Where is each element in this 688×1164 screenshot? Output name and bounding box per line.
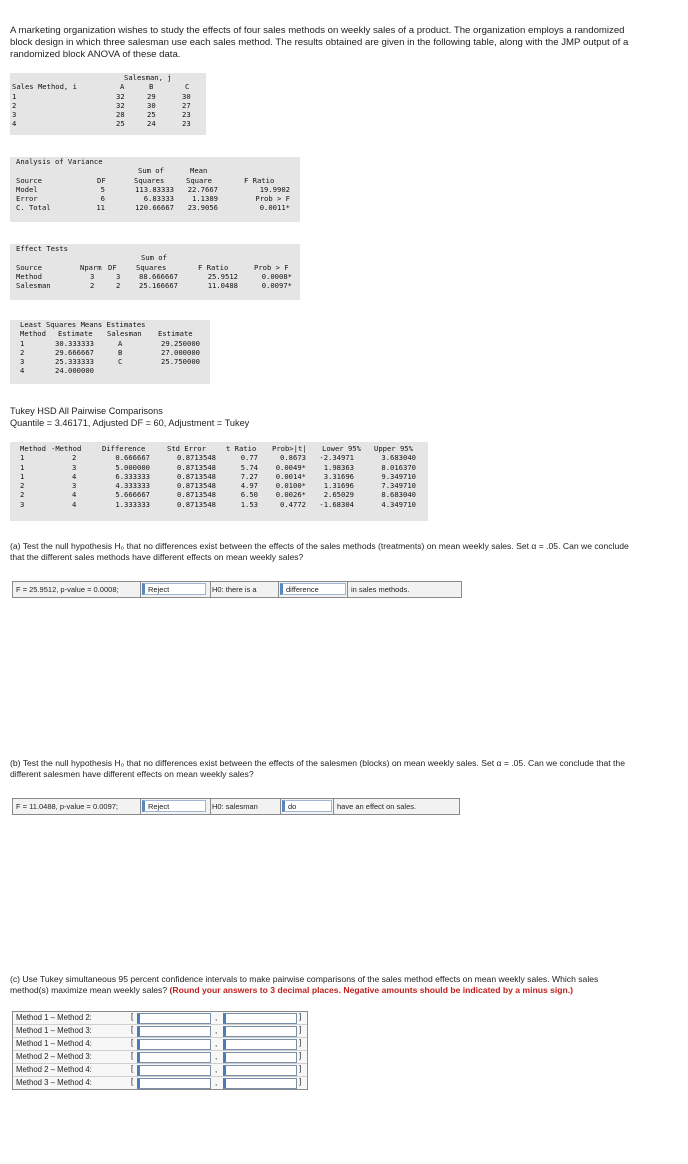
conclusion-b-dropdown[interactable]: do — [282, 800, 332, 812]
col-header: B — [149, 82, 154, 92]
table-row — [10, 272, 300, 281]
ci-row — [13, 1050, 307, 1063]
col-header: Method — [20, 444, 46, 453]
question-c — [10, 974, 630, 996]
cell: A — [118, 338, 123, 348]
comma-separator: , — [215, 1052, 218, 1061]
cell: 0.666667 — [115, 453, 150, 463]
ci-lower-input[interactable] — [137, 1013, 211, 1024]
cell: 32 — [116, 100, 125, 110]
ci-lower-input[interactable] — [137, 1052, 211, 1063]
ci-upper-input[interactable] — [223, 1052, 297, 1063]
answer-a-stat: F = 25.9512, p-value = 0.0008; — [13, 582, 141, 597]
open-bracket: [ — [131, 1064, 134, 1073]
cell: 1 — [20, 462, 25, 472]
col-header: Squares — [134, 175, 165, 185]
cell: 24.000000 — [55, 366, 94, 376]
cell: 1 — [20, 453, 25, 463]
cell: 3 — [72, 481, 77, 491]
cell: Model — [16, 184, 38, 194]
cell: 3.31696 — [323, 471, 354, 481]
cell: 8.016370 — [381, 462, 416, 472]
col-header: -Method — [51, 444, 82, 453]
problem-intro: A marketing organization wishes to study the effects of four sales methods on weekly sales of a product. The organization employs a randomized block design in which three salesman use each sales method. The results obtained are given in the following table, along with the JMP output of a randomized block ANOVA of these data. — [10, 25, 629, 60]
col-header: Std Error — [167, 444, 206, 453]
salesman-header: Salesman, j — [124, 73, 172, 82]
question-b: (b) Test the null hypothesis H₀ that no differences exist between the effects of the salesmen (blocks) on mean weekly sales. Set α = .05. Can we conclude that the different salesmen have different effects on mean weekly sales? — [10, 758, 625, 779]
col-header: Source — [16, 262, 42, 272]
table-row — [10, 500, 428, 509]
cell: 2 — [12, 100, 17, 110]
ci-lower-input[interactable] — [137, 1039, 211, 1050]
cell: 3.683040 — [381, 453, 416, 463]
cell: 0.8713548 — [177, 453, 216, 463]
answer-b-h0: H0: salesman — [209, 799, 281, 814]
table-row — [10, 110, 206, 119]
cell: 7.349710 — [381, 481, 416, 491]
col-header: F Ratio — [198, 262, 229, 272]
anova-table — [10, 157, 300, 222]
cell: 0.8713548 — [177, 499, 216, 509]
anova-title: Analysis of Variance — [16, 157, 103, 166]
conclusion-a-dropdown[interactable]: difference — [280, 583, 346, 595]
col-header: Upper 95% — [374, 444, 413, 453]
col-header: Prob>|t| — [272, 444, 307, 453]
ci-row-label: Method 1 – Method 3: — [16, 1026, 92, 1035]
table-row — [10, 472, 428, 481]
cell: 3 — [12, 110, 17, 120]
question-c-text: (c) Use Tukey simultaneous 95 percent confidence intervals to make pairwise comparisons of the sales method effects on mean weekly sales. Which sales method(s) maximize mean weekly sales? — [10, 974, 599, 995]
cell: Salesman — [16, 281, 51, 291]
cell: 5.000000 — [115, 462, 150, 472]
question-a: (a) Test the null hypothesis H₀ that no differences exist between the effects of the sales methods (treatments) on mean weekly sales. Set α = .05. Can we conclude that the different sales methods have different effects on mean weekly sales? — [10, 541, 629, 562]
cell: 0.8713548 — [177, 471, 216, 481]
cell: 23.9056 — [187, 203, 218, 213]
answer-a-h0: H0: there is a — [209, 582, 279, 597]
cell: 4.333333 — [115, 481, 150, 491]
ci-upper-input[interactable] — [223, 1026, 297, 1037]
cell: 1 — [20, 338, 25, 348]
cell: 29.250000 — [161, 338, 200, 348]
answer-b-stat: F = 11.0488, p-value = 0.0097; — [13, 799, 141, 814]
col-header: Difference — [102, 444, 146, 453]
table-row — [10, 348, 210, 357]
cell: 4 — [20, 366, 25, 376]
open-bracket: [ — [131, 1051, 134, 1060]
close-bracket: ] — [299, 1012, 302, 1021]
cell: 25 — [147, 110, 156, 120]
comma-separator: , — [215, 1026, 218, 1035]
table-row — [10, 281, 300, 290]
col-header: Prob > F — [254, 262, 289, 272]
table-row — [10, 92, 206, 101]
effect-tests-table — [10, 244, 300, 300]
tukey-table — [10, 442, 428, 521]
col-header: Source — [16, 175, 42, 185]
confidence-interval-table — [12, 1011, 308, 1090]
cell: 30 — [182, 91, 191, 101]
cell: 0.0026* — [275, 490, 306, 500]
cell: 2 — [116, 281, 121, 291]
ci-upper-input[interactable] — [223, 1078, 297, 1089]
cell: 0.0011* — [259, 203, 290, 213]
ci-lower-input[interactable] — [137, 1026, 211, 1037]
decision-a-dropdown[interactable]: Reject — [142, 583, 206, 595]
tukey-title: Tukey HSD All Pairwise Comparisons — [10, 406, 163, 416]
ci-row — [13, 1063, 307, 1076]
col-header: Squares — [136, 262, 167, 272]
answer-b-row — [12, 798, 460, 815]
ci-row-label: Method 3 – Method 4: — [16, 1078, 92, 1087]
cell: 25.750000 — [161, 357, 200, 367]
table-row — [10, 339, 210, 348]
answer-b-tail: have an effect on sales. — [333, 799, 457, 814]
comma-separator: , — [215, 1065, 218, 1074]
cell: 8.683040 — [381, 490, 416, 500]
ci-lower-input[interactable] — [137, 1065, 211, 1076]
close-bracket: ] — [299, 1064, 302, 1073]
ci-row — [13, 1037, 307, 1050]
table-row — [10, 366, 210, 375]
ci-row — [13, 1024, 307, 1037]
cell: 11 — [96, 203, 105, 213]
col-header: Estimate — [158, 329, 193, 339]
cell: 4 — [72, 499, 77, 509]
cell: 11.0488 — [207, 281, 238, 291]
cell: 29 — [147, 91, 156, 101]
ci-upper-input[interactable] — [223, 1039, 297, 1050]
cell: 25.333333 — [55, 357, 94, 367]
ci-row-label: Method 2 – Method 3: — [16, 1052, 92, 1061]
cell: 19.9902 — [259, 184, 290, 194]
cell: 2 — [20, 481, 25, 491]
cell: 30.333333 — [55, 338, 94, 348]
cell: 6 — [100, 194, 105, 204]
ci-row-label: Method 2 – Method 4: — [16, 1065, 92, 1074]
cell: 4 — [72, 471, 77, 481]
close-bracket: ] — [299, 1051, 302, 1060]
answer-a-tail: in sales methods. — [347, 582, 459, 597]
cell: 1 — [12, 91, 17, 101]
col-header: A — [120, 82, 125, 92]
close-bracket: ] — [299, 1077, 302, 1086]
comma-separator: , — [215, 1078, 218, 1087]
cell: 25.9512 — [207, 271, 238, 281]
cell: 0.0100* — [275, 481, 306, 491]
table-row — [10, 453, 428, 462]
col-header: DF — [108, 262, 117, 272]
close-bracket: ] — [299, 1038, 302, 1047]
open-bracket: [ — [131, 1025, 134, 1034]
col-header: Method — [20, 329, 46, 339]
col-header: Sum of — [138, 166, 164, 176]
open-bracket: [ — [131, 1012, 134, 1021]
cell: 1.333333 — [115, 499, 150, 509]
lsm-title: Least Squares Means Estimates — [20, 320, 146, 329]
cell: 1.53 — [240, 499, 258, 509]
comma-separator: , — [215, 1013, 218, 1022]
cell: Prob > F — [255, 194, 290, 204]
cell: Error — [16, 194, 38, 204]
cell: 0.0049* — [275, 462, 306, 472]
cell: 0.0097* — [261, 281, 292, 291]
cell: 113.83333 — [135, 184, 174, 194]
cell: 23 — [182, 119, 191, 129]
cell: 24 — [147, 119, 156, 129]
open-bracket: [ — [131, 1077, 134, 1086]
cell: 5.666667 — [115, 490, 150, 500]
sales-data-table — [10, 73, 206, 135]
table-row — [10, 463, 428, 472]
cell: 29.666667 — [55, 347, 94, 357]
table-row — [10, 490, 428, 499]
col-header: DF — [97, 175, 106, 185]
least-squares-means-table — [10, 320, 210, 384]
cell: 6.50 — [240, 490, 258, 500]
ci-upper-input[interactable] — [223, 1013, 297, 1024]
ci-row — [13, 1012, 307, 1024]
cell: 23 — [182, 110, 191, 120]
question-c-instructions: (Round your answers to 3 decimal places. Negative amounts should be indicated by a minus sign.) — [169, 985, 574, 995]
col-header: Nparm — [80, 262, 102, 272]
cell: 4.349710 — [381, 499, 416, 509]
cell: 30 — [147, 100, 156, 110]
cell: 0.8673 — [280, 453, 306, 463]
cell: 0.0014* — [275, 471, 306, 481]
table-row — [10, 194, 300, 203]
col-header: Lower 95% — [322, 444, 361, 453]
decision-b-dropdown[interactable]: Reject — [142, 800, 206, 812]
cell: 1.98363 — [323, 462, 354, 472]
ci-upper-input[interactable] — [223, 1065, 297, 1076]
ci-lower-input[interactable] — [137, 1078, 211, 1089]
comma-separator: , — [215, 1039, 218, 1048]
cell: 6.333333 — [115, 471, 150, 481]
cell: 3 — [90, 271, 95, 281]
ci-row-label: Method 1 – Method 2: — [16, 1013, 92, 1022]
col-header: Salesman — [107, 329, 142, 339]
col-header: Estimate — [58, 329, 93, 339]
answer-a-row — [12, 581, 462, 598]
table-row — [10, 481, 428, 490]
cell: 3 — [20, 499, 25, 509]
cell: C. Total — [16, 203, 51, 213]
ci-row — [13, 1076, 307, 1089]
cell: 0.8713548 — [177, 462, 216, 472]
cell: 88.666667 — [139, 271, 178, 281]
cell: 1.31696 — [323, 481, 354, 491]
cell: Method — [16, 271, 42, 281]
cell: 2 — [90, 281, 95, 291]
cell: 2 — [20, 347, 25, 357]
cell: 25.166667 — [139, 281, 178, 291]
open-bracket: [ — [131, 1038, 134, 1047]
table-row — [10, 119, 206, 128]
tukey-quantile: Quantile = 3.46171, Adjusted DF = 60, Adjustment = Tukey — [10, 418, 250, 428]
cell: 22.7667 — [187, 184, 218, 194]
cell: 28 — [116, 110, 125, 120]
cell: 27 — [182, 100, 191, 110]
col-header: C — [185, 82, 190, 92]
cell: -1.68304 — [319, 499, 354, 509]
col-header: Square — [186, 175, 212, 185]
col-header: t Ratio — [226, 444, 257, 453]
table-row — [10, 357, 210, 366]
col-header: F Ratio — [244, 175, 275, 185]
cell: B — [118, 347, 123, 357]
effect-tests-title: Effect Tests — [16, 244, 68, 253]
cell: -2.34971 — [319, 453, 354, 463]
table-row — [10, 203, 300, 212]
cell: 25 — [116, 119, 125, 129]
cell: 3 — [116, 271, 121, 281]
cell: 2 — [72, 453, 77, 463]
cell: 0.0008* — [261, 271, 292, 281]
cell: 1 — [20, 471, 25, 481]
cell: 7.27 — [240, 471, 258, 481]
cell: 0.8713548 — [177, 481, 216, 491]
cell: 32 — [116, 91, 125, 101]
col-header: Sum of — [141, 253, 167, 263]
cell: 4.97 — [240, 481, 258, 491]
cell: 1.1389 — [192, 194, 218, 204]
cell: 2 — [20, 490, 25, 500]
table-row — [10, 185, 300, 194]
cell: 4 — [72, 490, 77, 500]
col-header: Mean — [190, 166, 208, 176]
sales-method-header: Sales Method, i — [12, 82, 77, 92]
cell: 2.65029 — [323, 490, 354, 500]
cell: 5.74 — [240, 462, 258, 472]
cell: 0.8713548 — [177, 490, 216, 500]
close-bracket: ] — [299, 1025, 302, 1034]
ci-row-label: Method 1 – Method 4: — [16, 1039, 92, 1048]
cell: 27.000000 — [161, 347, 200, 357]
cell: 5 — [100, 184, 105, 194]
cell: 9.349710 — [381, 471, 416, 481]
cell: 0.4772 — [280, 499, 306, 509]
cell: 0.77 — [240, 453, 258, 463]
cell: C — [118, 357, 123, 367]
cell: 6.83333 — [143, 194, 174, 204]
cell: 120.66667 — [135, 203, 174, 213]
cell: 3 — [72, 462, 77, 472]
cell: 3 — [20, 357, 25, 367]
table-row — [10, 101, 206, 110]
cell: 4 — [12, 119, 17, 129]
